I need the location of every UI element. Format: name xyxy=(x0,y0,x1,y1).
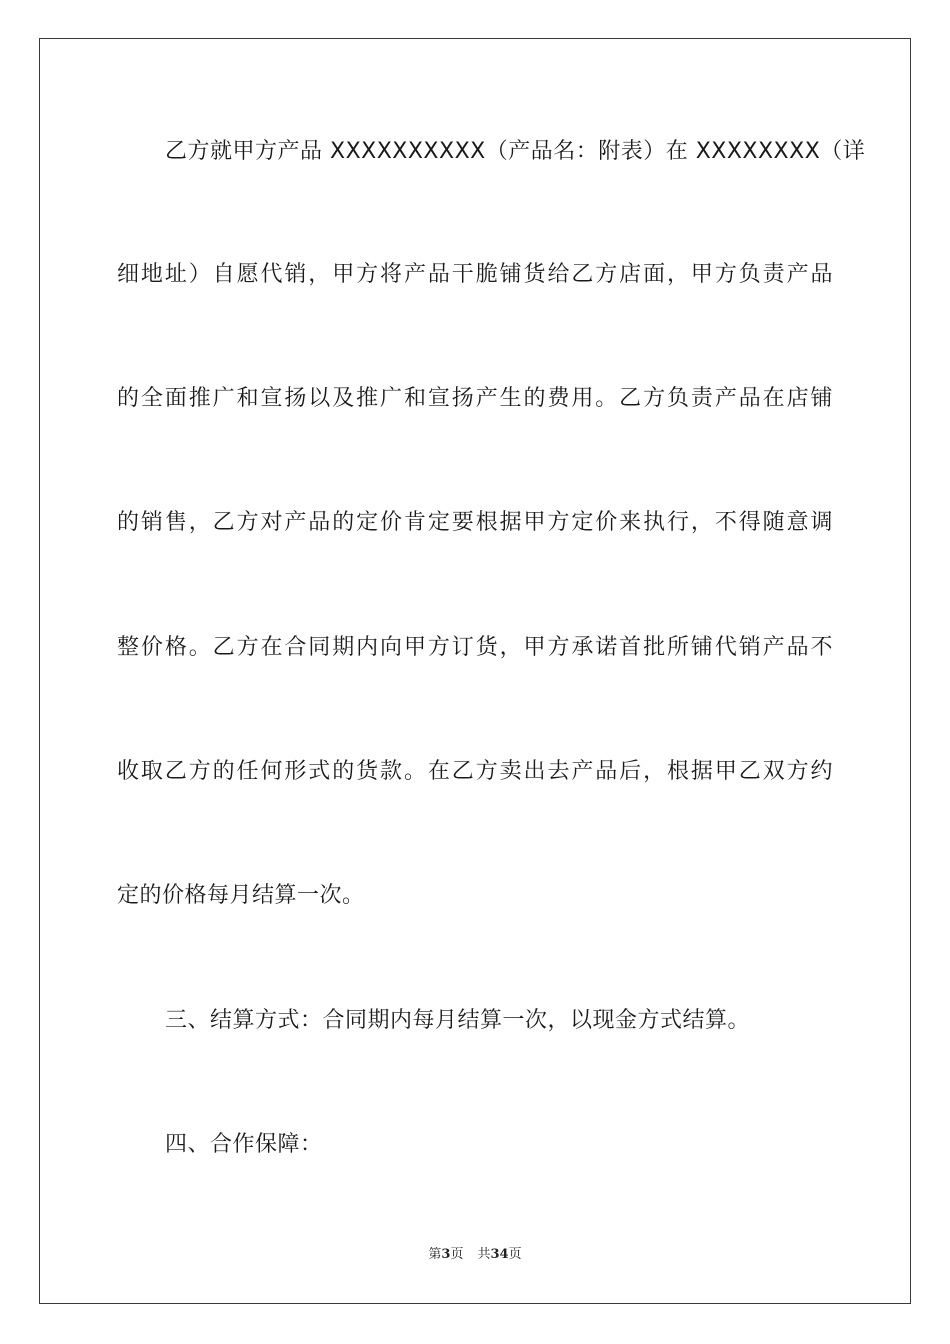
total-pages: 34 xyxy=(490,1247,509,1262)
page-border xyxy=(39,38,911,1304)
paragraph-line: 整价格。乙方在合同期内向甲方订货，甲方承诺首批所铺代销产品不 xyxy=(117,635,833,660)
paragraph-line: 的全面推广和宣扬以及推广和宣扬产生的费用。乙方负责产品在店铺 xyxy=(117,386,833,411)
page-prefix: 第 xyxy=(428,1247,442,1262)
paragraph-line: 收取乙方的任何形式的货款。在乙方卖出去产品后，根据甲乙双方约 xyxy=(117,759,833,784)
paragraph-line: 细地址）自愿代销，甲方将产品干脆铺货给乙方店面，甲方负责产品 xyxy=(117,262,833,287)
paragraph-line: 定的价格每月结算一次。 xyxy=(117,883,365,908)
section-heading-settlement: 三、结算方式：合同期内每月结算一次，以现金方式结算。 xyxy=(165,1008,751,1033)
paragraph-line: 的销售，乙方对产品的定价肯定要根据甲方定价来执行，不得随意调 xyxy=(117,510,833,535)
paragraph-line: 乙方就甲方产品 XXXXXXXXXX（产品名：附表）在 XXXXXXXX（详 xyxy=(165,139,866,164)
total-prefix: 共 xyxy=(477,1247,491,1262)
total-suffix: 页 xyxy=(508,1247,522,1262)
page-number: 3 xyxy=(441,1247,451,1262)
section-heading-guarantee: 四、合作保障： xyxy=(165,1132,323,1157)
page-footer xyxy=(0,1246,950,1264)
page-suffix: 页 xyxy=(450,1247,464,1262)
